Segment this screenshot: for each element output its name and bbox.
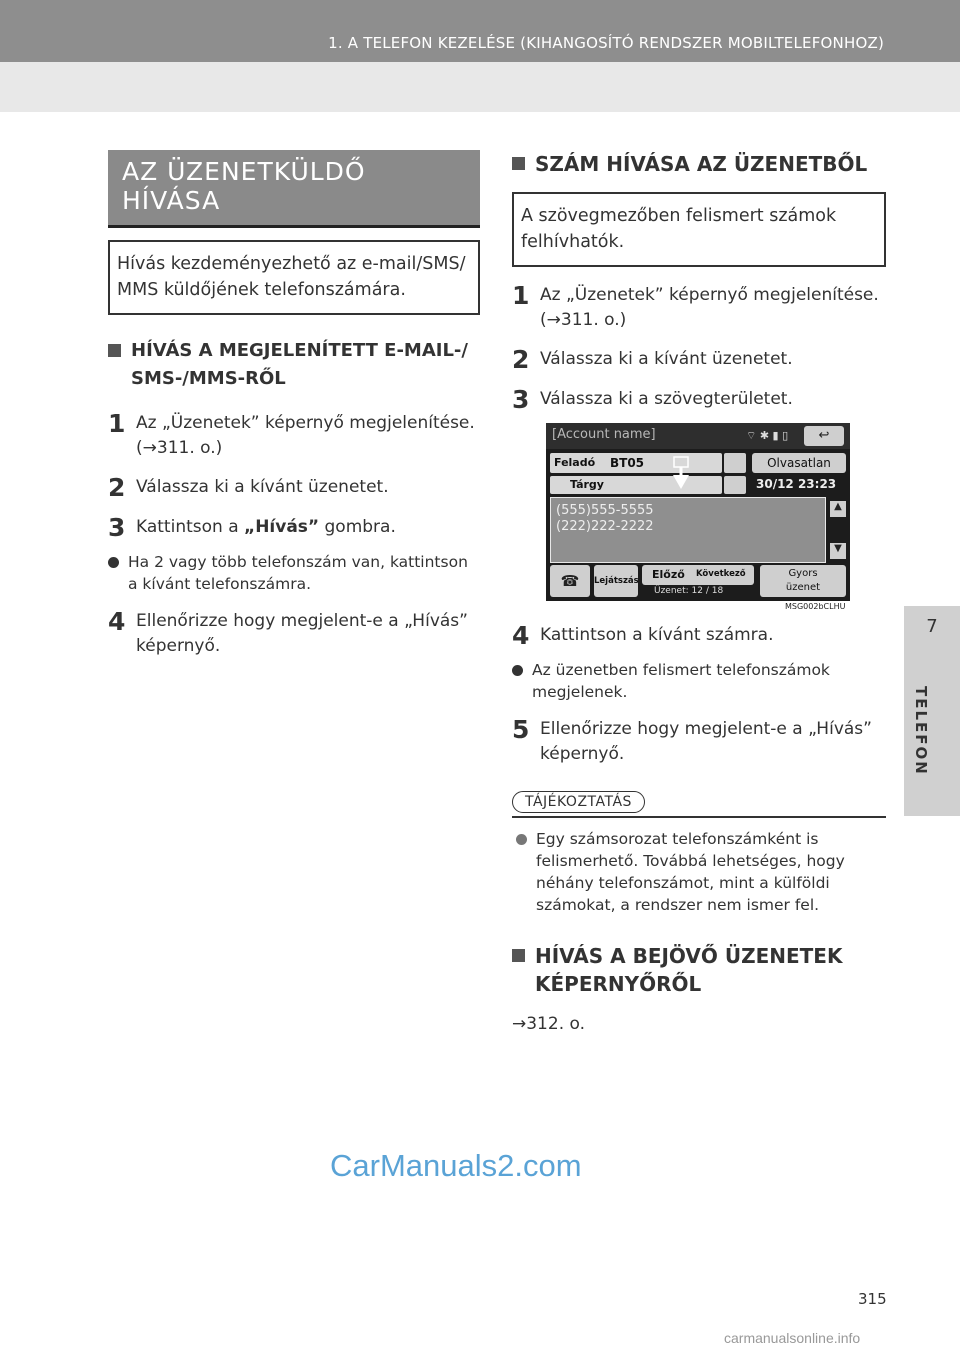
phone-number-1[interactable]: (555)555-5555: [556, 503, 654, 518]
bullet-dot-icon: [108, 557, 119, 568]
next-button[interactable]: Következő: [696, 569, 746, 579]
note-bullet: Az üzenetben felismert telefonszámok megjelenek.: [512, 659, 886, 703]
step-5: 5 Ellenőrizze hogy megjelent-e a „Hívás” képernyő.: [512, 715, 872, 764]
unread-button[interactable]: Olvasatlan: [752, 453, 846, 473]
phone-icon[interactable]: ☎: [550, 565, 590, 597]
subject-label: Tárgy: [570, 478, 604, 491]
step-2: 2 Válassza ki a kívánt üzenetet.: [512, 345, 793, 374]
from-label: Feladó: [554, 456, 596, 469]
info-bullet: Egy számsorozat telefonszámként is felismerhető. Továbbá lehetséges, hogy néhány telefonszámot, mint a külföldi számokat, a rendszer nem ismer fel.: [512, 828, 886, 916]
arrow-down-icon: [672, 455, 694, 491]
section-title: AZ ÜZENETKÜLDŐ HÍVÁSA: [108, 150, 480, 228]
quick-message-button[interactable]: Gyors üzenet: [760, 565, 846, 597]
step-4: 4 Kattintson a kívánt számra.: [512, 621, 774, 650]
status-icons: ⌔ ✱ ▮ ▯: [746, 429, 789, 442]
from-value: BT05: [610, 456, 645, 470]
step-1: 1 Az „Üzenetek” képernyő megjelenítése. (→311. o.): [108, 409, 475, 458]
page-reference[interactable]: →312. o.: [512, 1013, 586, 1034]
subheading-2: HÍVÁS A BEJÖVŐ ÜZENETEK KÉPERNYŐRŐL: [512, 942, 886, 998]
prev-button[interactable]: Előző: [652, 568, 685, 581]
subheading: SZÁM HÍVÁSA AZ ÜZENETBŐL: [512, 150, 886, 178]
intro-box: A szövegmezőben felismert számok felhívhatók.: [512, 192, 886, 267]
step-3: 3 Válassza ki a szövegterületet.: [512, 385, 793, 414]
step-4: 4 Ellenőrizze hogy megjelent-e a „Hívás” képernyő.: [108, 607, 468, 656]
step-2: 2 Válassza ki a kívánt üzenetet.: [108, 473, 389, 502]
note-bullet: Ha 2 vagy több telefonszám van, kattintson a kívánt telefonszámra.: [108, 551, 480, 595]
square-bullet-icon: [512, 157, 525, 170]
intro-box: Hívás kezdeményezhető az e-mail/SMS/ MMS küldőjének telefonszámára.: [108, 240, 480, 315]
account-name: [Account name]: [552, 427, 656, 442]
chapter-label: TELEFON: [912, 686, 930, 776]
step-3: 3 Kattintson a „Hívás” gombra.: [108, 513, 396, 542]
back-icon[interactable]: ↩: [804, 426, 844, 446]
chapter-number: 7: [926, 616, 938, 637]
chapter-side-tab: [904, 606, 960, 816]
square-bullet-icon: [512, 949, 525, 962]
scroll-up-icon[interactable]: ▲: [830, 501, 846, 517]
device-screenshot: [546, 423, 850, 611]
info-rule: [512, 816, 886, 818]
datetime: 30/12 23:23: [756, 477, 837, 491]
right-column: [512, 150, 886, 1034]
square-bullet-icon: [108, 344, 121, 357]
bullet-dot-icon: [512, 665, 523, 676]
bullet-dot-icon: [516, 834, 527, 845]
page-number: 315: [858, 1290, 887, 1308]
header-band: [0, 0, 960, 62]
info-tag: TÁJÉKOZTATÁS: [512, 791, 645, 813]
info-block: [512, 791, 886, 916]
chapter-title: 1. A TELEFON KEZELÉSE (KIHANGOSÍTÓ RENDSZER MOBILTELEFONHOZ): [328, 34, 884, 52]
left-column: [108, 150, 480, 659]
watermark-footer: carmanualsonline.info: [724, 1330, 861, 1346]
header-subband: [0, 62, 960, 112]
watermark: CarManuals2.com: [330, 1148, 582, 1183]
scroll-down-icon[interactable]: ▼: [830, 543, 846, 559]
step-1: 1 Az „Üzenetek” képernyő megjelenítése. (→311. o.): [512, 281, 879, 330]
phone-number-2[interactable]: (222)222-2222: [556, 519, 654, 534]
subheading: HÍVÁS A MEGJELENÍTETT E-MAIL-/ SMS-/MMS-RŐL: [108, 337, 480, 393]
message-counter: Üzenet: 12 / 18: [654, 586, 724, 596]
image-code: MSG002bCLHU: [782, 602, 848, 611]
play-button[interactable]: Lejátszás: [594, 565, 638, 597]
